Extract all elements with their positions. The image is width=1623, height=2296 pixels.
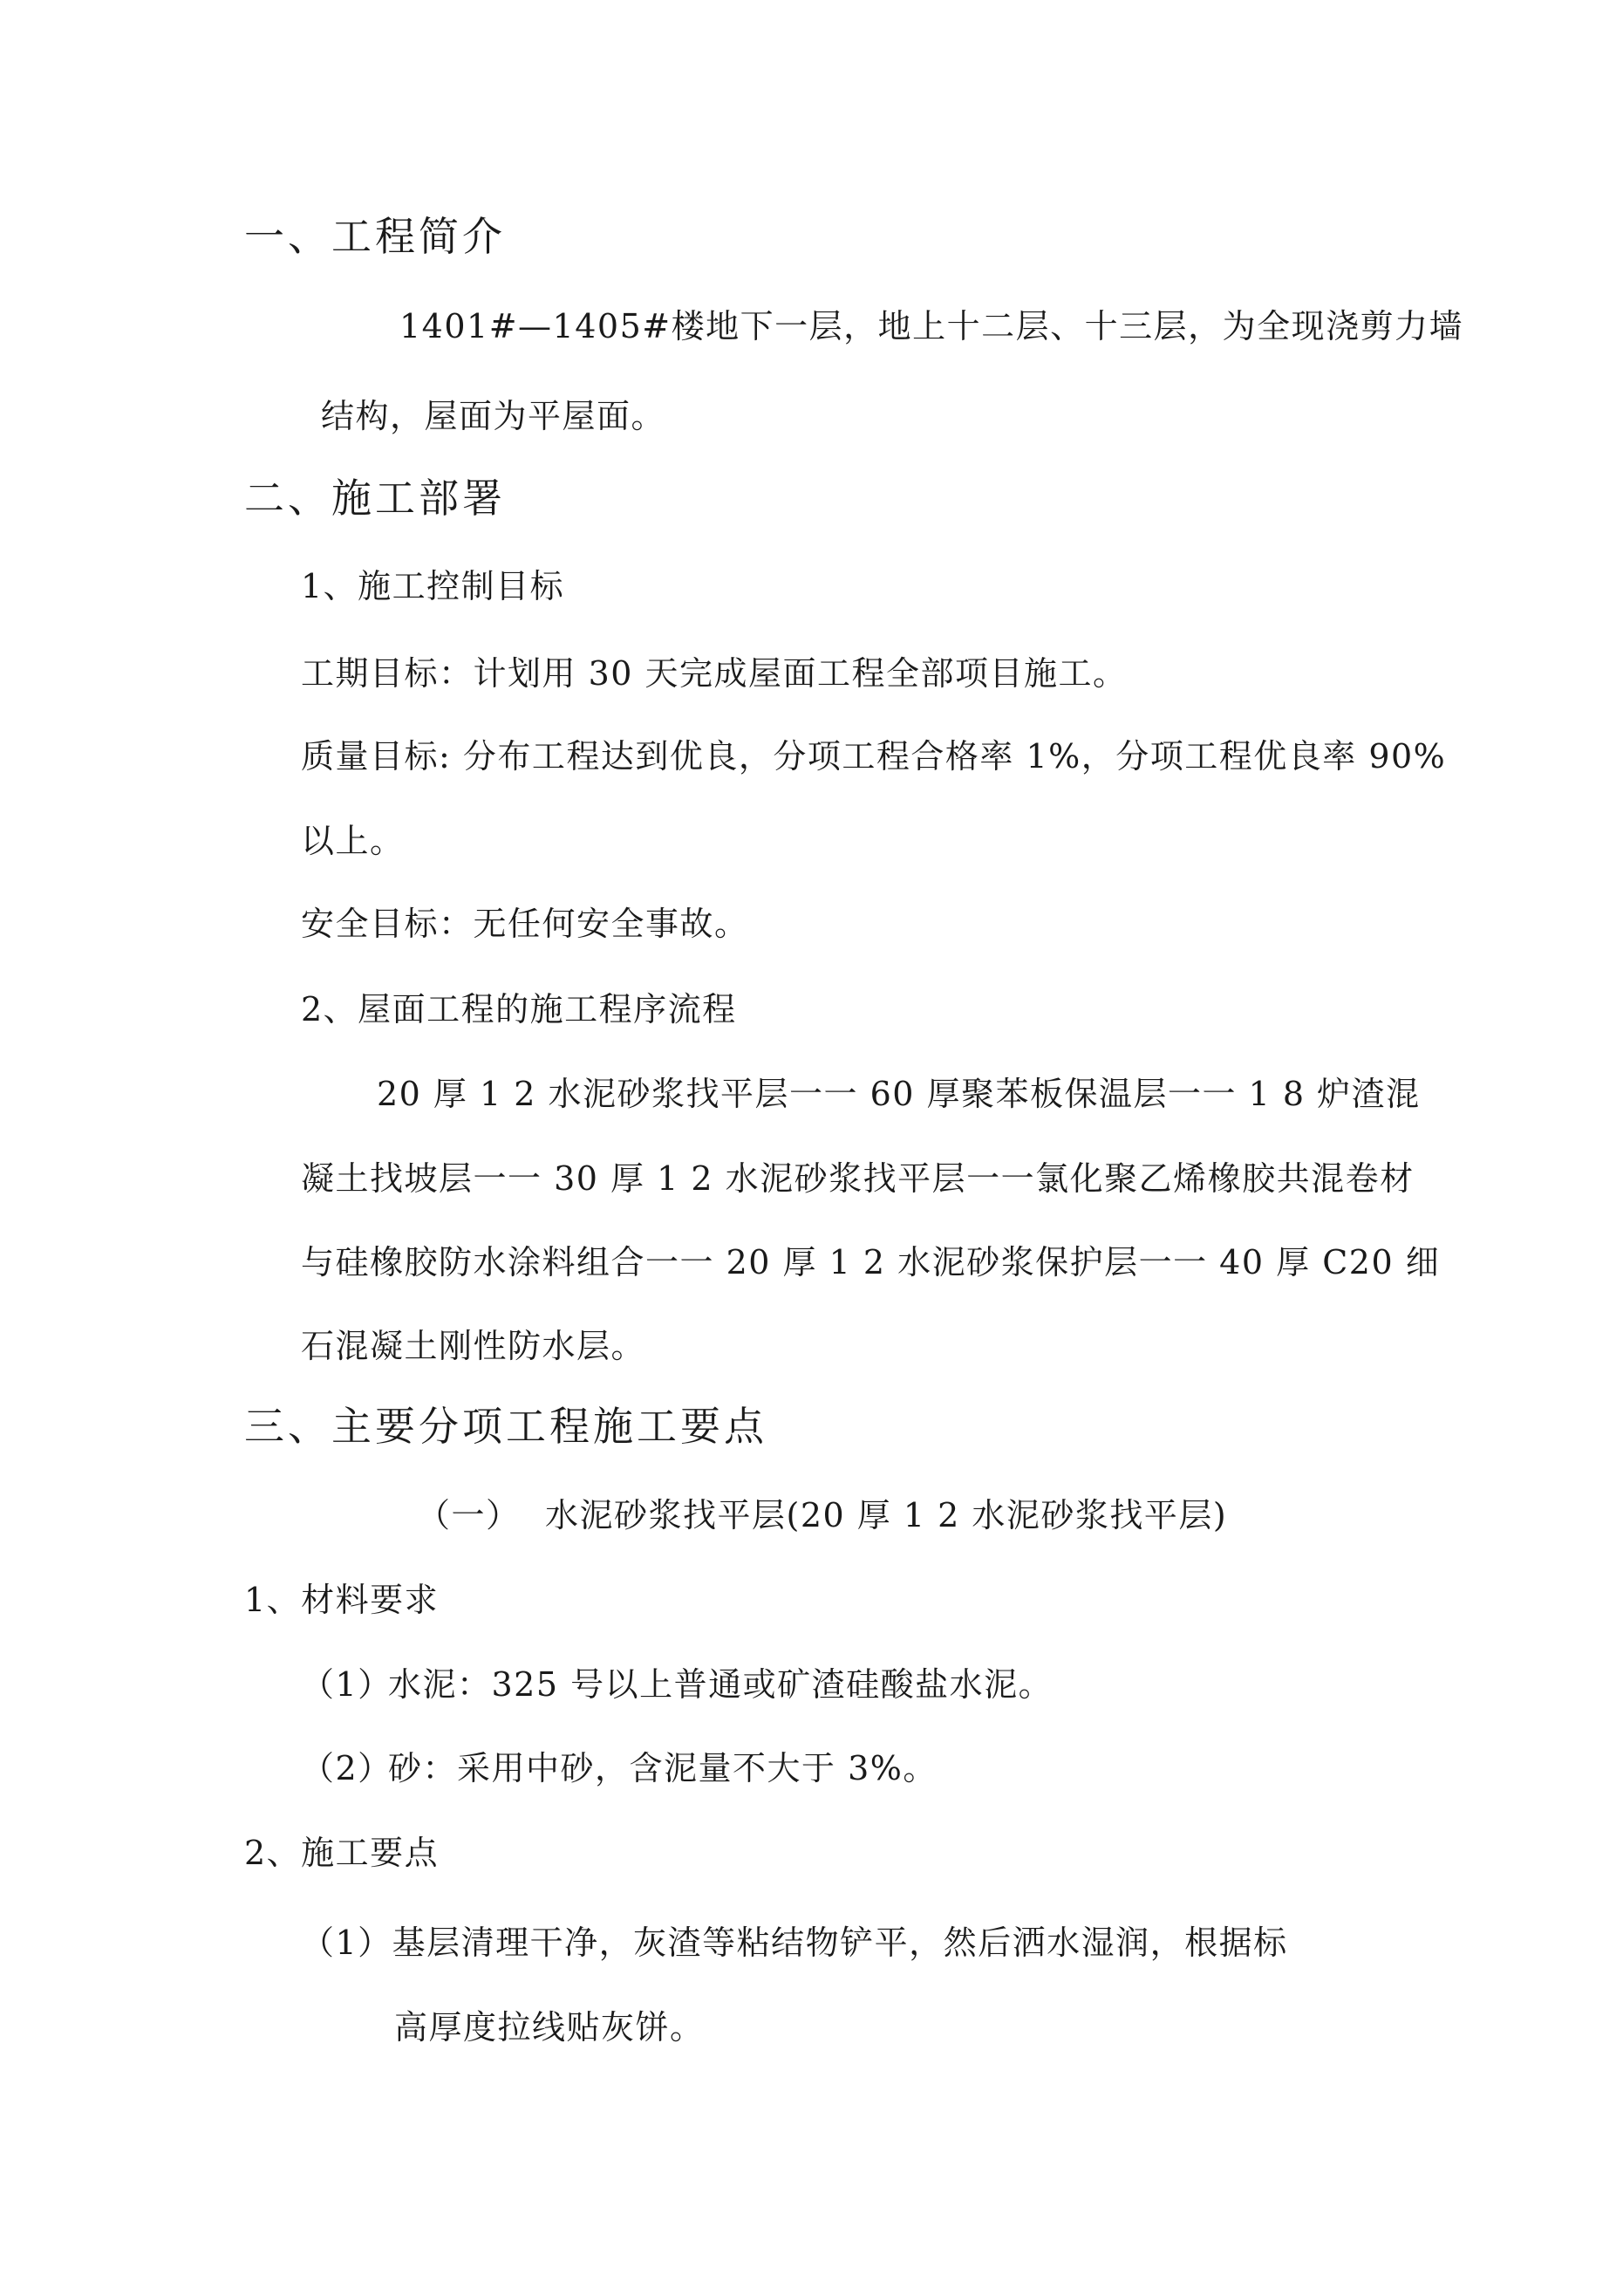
construction-points-heading: 2、施工要点 <box>244 1834 440 1872</box>
material-1-number: （1） <box>301 1665 392 1704</box>
quality-goal-line-2: 以上。 <box>301 822 405 860</box>
materials-heading: 1、材料要求 <box>244 1581 440 1619</box>
procedure-flow-line-3: 与硅橡胶防水涂料组合一一 20 厚 1 2 水泥砂浆保护层一一 40 厚 C20 细 <box>301 1243 1441 1281</box>
procedure-flow-line-2: 凝土找坡层一一 30 厚 1 2 水泥砂浆找平层一一氯化聚乙烯橡胶共混卷材 <box>301 1159 1415 1198</box>
part-1-number: （一） <box>417 1496 521 1534</box>
subheading-roof-procedure: 2、屋面工程的施工程序流程 <box>301 990 737 1028</box>
material-2-text: 砂：采用中砂，含泥量不大于 3%。 <box>388 1749 938 1787</box>
section-heading-key-points: 三、主要分项工程施工要点 <box>244 1403 767 1450</box>
schedule-goal: 工期目标：计划用 30 天完成屋面工程全部项目施工。 <box>301 654 1128 693</box>
project-overview-paragraph-line-1: 1401#—1405#楼地下一层，地上十二层、十三层，为全现浇剪力墙 <box>399 307 1464 345</box>
procedure-flow-line-4: 石混凝土刚性防水层。 <box>301 1327 646 1365</box>
quality-goal-line-1: 质量目标: 分布工程达到优良，分项工程合格率 1%，分项工程优良率 90% <box>301 737 1447 776</box>
material-2-number: （2） <box>301 1749 392 1787</box>
safety-goal: 安全目标：无任何安全事故。 <box>301 905 749 943</box>
section-heading-project-overview: 一、工程简介 <box>244 213 506 260</box>
material-1-text: 水泥：325 号以上普通或矿渣硅酸盐水泥。 <box>388 1665 1054 1704</box>
section-heading-construction-plan: 二、施工部署 <box>244 475 506 522</box>
point-1-line-1: （1）基层清理干净，灰渣等粘结物铲平，然后洒水湿润，根据标 <box>301 1924 1288 1962</box>
part-1-title: 水泥砂浆找平层(20 厚 1 2 水泥砂浆找平层) <box>545 1496 1228 1534</box>
project-overview-paragraph-line-2: 结构，屋面为平屋面。 <box>321 397 666 435</box>
point-1-line-2: 高厚度拉线贴灰饼。 <box>394 2008 705 2047</box>
procedure-flow-line-1: 20 厚 1 2 水泥砂浆找平层一一 60 厚聚苯板保温层一一 1 8 炉渣混 <box>377 1075 1421 1113</box>
subheading-control-targets: 1、施工控制目标 <box>301 567 565 605</box>
